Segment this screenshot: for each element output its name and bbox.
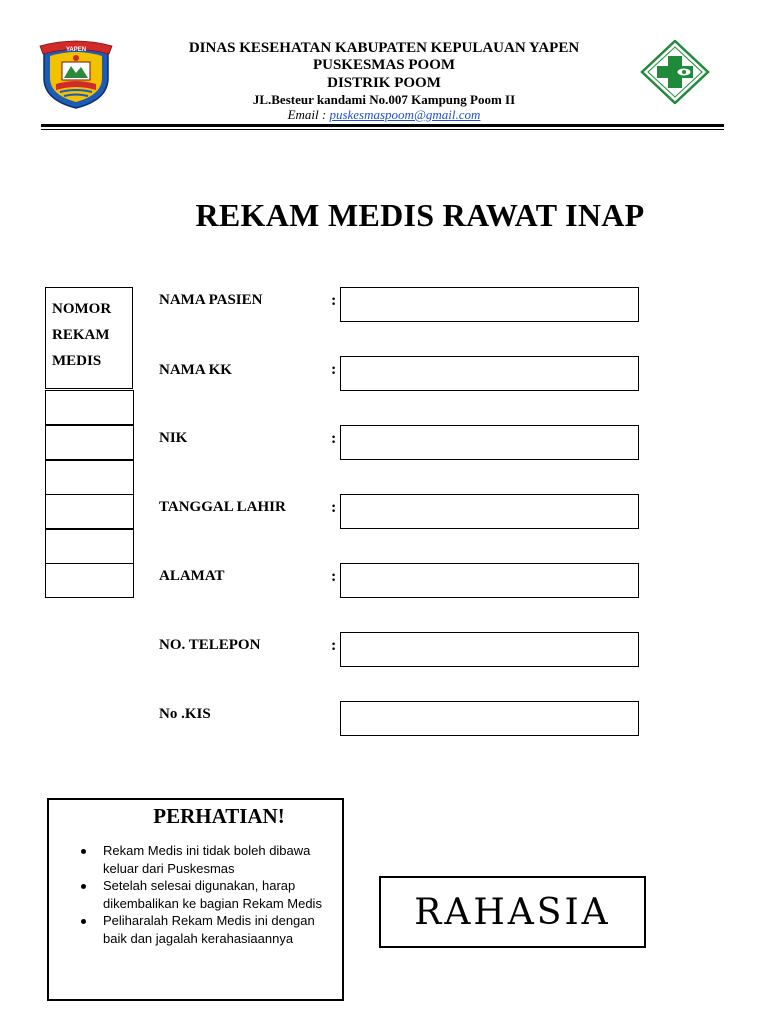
notice-title: PERHATIAN! — [153, 804, 285, 828]
family-head-name-label: NAMA KK — [159, 362, 232, 378]
notice-item — [78, 912, 340, 947]
phone-colon: : — [331, 637, 337, 654]
confidential-stamp-text: RAHASIA — [414, 891, 611, 933]
record-number-cell[interactable] — [45, 460, 134, 495]
address-label: ALAMAT — [159, 568, 225, 584]
record-number-label-line: NOMOR — [52, 301, 112, 317]
bullet-icon — [81, 849, 86, 854]
facility-address: JL.Besteur kandami No.007 Kampung Poom II — [252, 92, 516, 107]
address-colon: : — [331, 568, 337, 585]
logo-banner-text: YAPEN — [65, 47, 87, 53]
agency-name: DINAS KESEHATAN KABUPATEN KEPULAUAN YAPEN — [188, 40, 580, 56]
page-title: REKAM MEDIS RAWAT INAP — [195, 197, 645, 233]
birth-date-colon: : — [331, 499, 337, 516]
record-number-cell[interactable] — [45, 563, 134, 598]
record-number-cell[interactable] — [45, 425, 134, 460]
record-number-label-line: REKAM — [52, 327, 110, 343]
kis-number-field[interactable] — [340, 701, 639, 736]
family-head-name-field[interactable] — [340, 356, 639, 391]
notice-item-text: Peliharalah Rekam Medis ini dengan baik dan jagalah kerahasiaannya — [103, 913, 315, 946]
birth-date-label: TANGGAL LAHIR — [159, 499, 286, 515]
email-line — [0, 107, 768, 123]
notice-item — [78, 842, 340, 877]
bullet-icon — [81, 919, 86, 924]
facility-name: PUSKESMAS POOM — [312, 57, 456, 73]
header-divider-thin — [41, 129, 724, 130]
kis-number-label: No .KIS — [159, 706, 211, 722]
birth-date-field[interactable] — [340, 494, 639, 529]
record-number-cell[interactable] — [45, 529, 134, 564]
confidential-stamp — [379, 876, 646, 948]
bullet-icon — [81, 884, 86, 889]
nik-colon: : — [331, 430, 337, 447]
record-number-cell[interactable] — [45, 390, 134, 425]
notice-item-text: Setelah selesai digunakan, harap dikembalikan ke bagian Rekam Medis — [103, 878, 322, 911]
nik-label: NIK — [159, 430, 188, 446]
patient-name-field[interactable] — [340, 287, 639, 322]
nik-field[interactable] — [340, 425, 639, 460]
notice-list — [78, 842, 340, 947]
email-label: Email : — [287, 107, 327, 122]
email-link[interactable]: puskesmaspoom@gmail.com — [329, 107, 481, 122]
address-field[interactable] — [340, 563, 639, 598]
patient-name-label: NAMA PASIEN — [159, 292, 263, 308]
notice-item-text: Rekam Medis ini tidak boleh dibawa keluar dari Puskesmas — [103, 843, 311, 876]
phone-label: NO. TELEPON — [159, 637, 261, 653]
record-number-label-box — [45, 287, 133, 389]
header-divider-thick — [41, 124, 724, 127]
district-name: DISTRIK POOM — [327, 75, 441, 91]
patient-name-colon: : — [331, 292, 337, 309]
record-number-cell[interactable] — [45, 494, 134, 529]
phone-field[interactable] — [340, 632, 639, 667]
family-head-name-colon: : — [331, 361, 337, 378]
notice-item — [78, 877, 340, 912]
record-number-label-line: MEDIS — [52, 353, 102, 369]
